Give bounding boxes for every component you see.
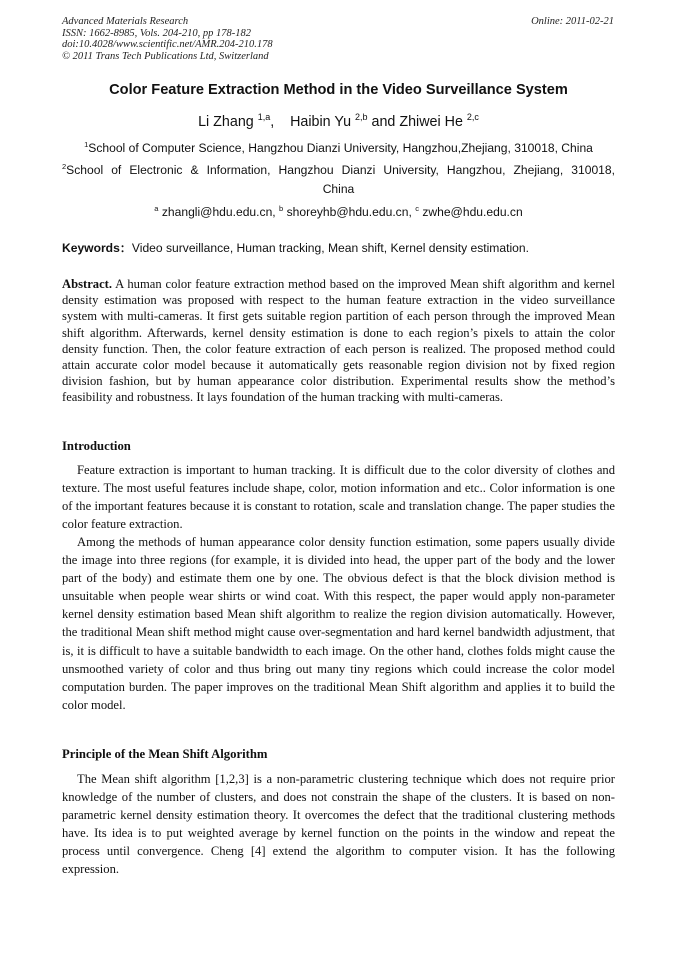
- email-list: [62, 205, 615, 219]
- section-heading-introduction: Introduction: [62, 439, 131, 453]
- intro-paragraph-1: Feature extraction is important to human tracking. It is difficult due to the color diversity of clothes and texture. The most useful features include shape, color, motion information and etc.. Color information is one of the important features because it is constant to rotation, scale and translation change. The paper studies the color feature extraction.: [62, 463, 615, 532]
- abstract-label: Abstract.: [62, 277, 113, 291]
- section-heading-principle: Principle of the Mean Shift Algorithm: [62, 747, 268, 761]
- author-name: Zhiwei He: [399, 114, 463, 130]
- keywords-line: [62, 239, 529, 256]
- journal-name: Advanced Materials Research: [62, 16, 189, 27]
- author-superscript: 2,b: [355, 112, 368, 123]
- author-name: Haibin Yu: [290, 114, 352, 130]
- author-separator: ,: [270, 114, 291, 130]
- affiliation-superscript: 2: [62, 161, 67, 171]
- affiliation-2: [62, 163, 615, 177]
- abstract-paragraph: [62, 276, 615, 406]
- keywords-label: Keywords：: [62, 241, 132, 255]
- author-name: Li Zhang: [198, 114, 254, 130]
- email-superscript: c: [415, 203, 419, 213]
- paper-title: Color Feature Extraction Method in the Video Surveillance System: [109, 82, 568, 98]
- email-address[interactable]: zhangli@hdu.edu.cn,: [161, 205, 276, 219]
- copyright-line: © 2011 Trans Tech Publications Ltd, Switzerland: [62, 50, 269, 62]
- author-superscript: 1,a: [257, 112, 271, 123]
- issn-line: ISSN: 1662-8985, Vols. 204-210, pp 178-182: [62, 27, 251, 39]
- keywords-text: Video surveillance, Human tracking, Mean shift, Kernel density estimation.: [131, 241, 529, 255]
- online-date: Online: 2011-02-21: [531, 16, 614, 27]
- author-separator: and: [367, 114, 400, 130]
- principle-paragraph-1: The Mean shift algorithm [1,2,3] is a non-parametric clustering technique which does not require prior knowledge of the number of clusters, and does not constrain the shape of the clusters. It is based on non-parametric kernel density estimation theory. It overcomes the defect that the traditional clustering methods have. Its idea is to put weighted average by kernel function on the points in the window and repeat the process until convergence. Cheng [4] extend the algorithm to computer vision. It has the following expression.: [62, 772, 615, 877]
- affiliation-2-continued: China: [322, 182, 355, 196]
- affiliation-superscript: 1: [84, 139, 89, 149]
- email-address[interactable]: zwhe@hdu.edu.cn: [422, 205, 523, 219]
- email-superscript: b: [279, 203, 284, 213]
- doi-line: doi:10.4028/www.scientific.net/AMR.204-210.178: [62, 39, 273, 50]
- intro-paragraph-2: Among the methods of human appearance color density function estimation, some papers usually divide the image into three regions (for example, it is divided into head, the upper part of the body and the lower part of the body) and estimate them one by one. The obvious defect is that the block division method is unsuitable when people wear shirts or wind coat. With this respect, the paper would apply non-parameter kernel density estimation based Mean shift algorithm to realize the region division automatically. However, the traditional Mean shift method might cause over-segmentation and hard kernel bandwidth adjustment, that is, it is difficult to have a suitable bandwidth to each image. On the other hand, clothes folds might cause the unsmoothed variety of color and thus bring out many tiny regions which could increase the color model computation burden. The paper improves on the traditional Mean Shift algorithm and applies it to build the color model.: [62, 535, 615, 712]
- abstract-text: A human color feature extraction method based on the improved Mean shift algorithm and kernel density estimation was proposed with respect to the human feature extraction in the video surveillance system with multi-cameras. It first gets suitable region partition of each person through the improved Mean shift algorithm. Afterwards, kernel density estimation is done to each region’s pixels to attain the color density function. Then, the color feature extraction of each person is realized. The proposed method could attain accurate color model because it automatically gets reasonable region division not by fixed region division fashion, but by human appearance color distribution. Experimental results show the method’s feasibility and robustness. It lays foundation of the human tracking with multi-cameras.: [62, 277, 615, 405]
- affiliation-text: School of Computer Science, Hangzhou Dianzi University, Hangzhou,Zhejiang, 310018, China: [88, 141, 593, 155]
- affiliation-text: School of Electronic & Information, Hangzhou Dianzi University, Hangzhou, Zhejiang, 310018,: [66, 163, 615, 177]
- author-superscript: 2,c: [466, 112, 479, 123]
- affiliation-1: [62, 141, 615, 155]
- email-address[interactable]: shoreyhb@hdu.edu.cn,: [286, 205, 412, 219]
- author-list: [62, 114, 615, 130]
- journal-header: [62, 16, 273, 62]
- email-superscript: a: [154, 203, 159, 213]
